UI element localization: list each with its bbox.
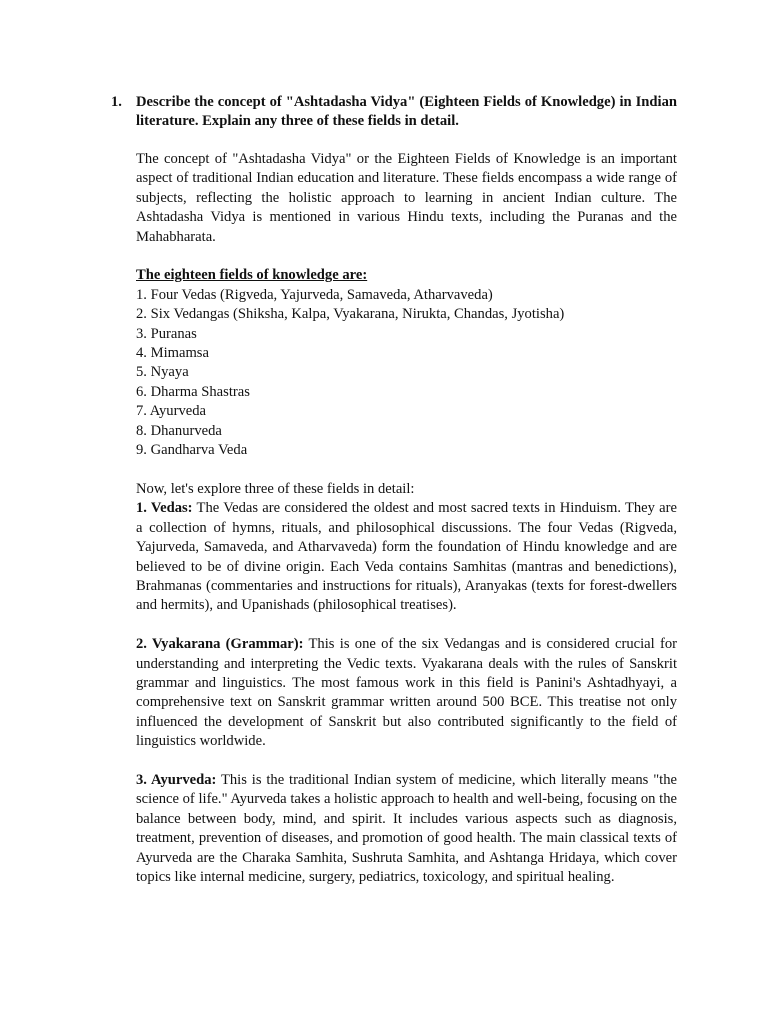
vedas-paragraph [136,499,677,615]
list-item: 1. Four Vedas (Rigveda, Yajurveda, Samaveda, Atharvaveda) [136,286,493,303]
vyakarana-paragraph [136,635,677,751]
paragraph-gap [136,616,677,635]
paragraph-gap [136,752,677,771]
intro-paragraph: The concept of "Ashtadasha Vidya" or the Eighteen Fields of Knowledge is an important aspect of traditional Indian education and literature. These fields encompass a wide range of subjects, reflecting the holistic approach to learning in ancient Indian culture. The Ashtadasha Vidya is mentioned in various Hindu texts, including the Puranas and the Mahabharata. [136,151,677,245]
question-number: 1. [111,94,122,110]
list-item: 7. Ayurveda [136,403,206,420]
list-item: 4. Mimamsa [136,345,209,362]
list-item: 8. Dhanurveda [136,422,222,439]
list-item: 9. Gandharva Veda [136,442,248,459]
list-item: 5. Nyaya [136,364,189,381]
vyakarana-title: 2. Vyakarana (Grammar): [136,636,304,653]
vedas-title: 1. Vedas: [136,500,193,517]
paragraph-gap [136,460,677,479]
paragraph-gap [136,247,677,266]
question-text: Describe the concept of "Ashtadasha Vidya" (Eighteen Fields of Knowledge) in Indian literature. Explain any three of these fields in detail. [136,94,677,130]
fields-heading: The eighteen fields of knowledge are: [136,267,368,284]
question [111,93,677,132]
ayurveda-text: This is the traditional Indian system of medicine, which literally means "the science of life." Ayurveda takes a holistic approach to health and well-being, focusing on the balance between body, mind, and spirit. It includes various aspects such as diagnosis, treatment, prevention of diseases, and promotion of good health. The main classical texts of Ayurveda are the Charaka Samhita, Sushruta Samhita, and Ashtanga Hridaya, which cover topics like internal medicine, surgery, pediatrics, toxicology, and spiritual healing. [136,771,677,885]
answer-body [136,150,677,887]
details-lead: Now, let's explore three of these fields in detail: [136,480,415,497]
vedas-text: The Vedas are considered the oldest and most sacred texts in Hinduism. They are a collection of hymns, rituals, and philosophical discussions. The four Vedas (Rigveda, Yajurveda, Samaveda, and Atharvaveda) form the foundation of Hindu knowledge and are believed to be of divine origin. Each Veda contains Samhitas (mantras and benedictions), Brahmanas (commentaries and instructions for rituals), Aranyakas (texts for forest-dwellers and hermits), and Upanishads (philosophical treatises). [136,500,678,614]
list-item: 6. Dharma Shastras [136,383,250,400]
list-item: 3. Puranas [136,325,197,342]
fields-list [136,286,677,461]
list-item: 2. Six Vedangas (Shiksha, Kalpa, Vyakarana, Nirukta, Chandas, Jyotisha) [136,306,565,323]
ayurveda-title: 3. Ayurveda: [136,771,217,788]
vyakarana-text: This is one of the six Vedangas and is considered crucial for understanding and interpreting the Vedic texts. Vyakarana deals with the rules of Sanskrit grammar and linguistics. The most famous work in this field is Panini's Ashtadhyayi, a comprehensive text on Sanskrit grammar written around 500 BCE. This treatise not only influenced the development of Sanskrit but also contributed significantly to the field of linguistics worldwide. [136,636,677,750]
ayurveda-paragraph [136,771,677,887]
